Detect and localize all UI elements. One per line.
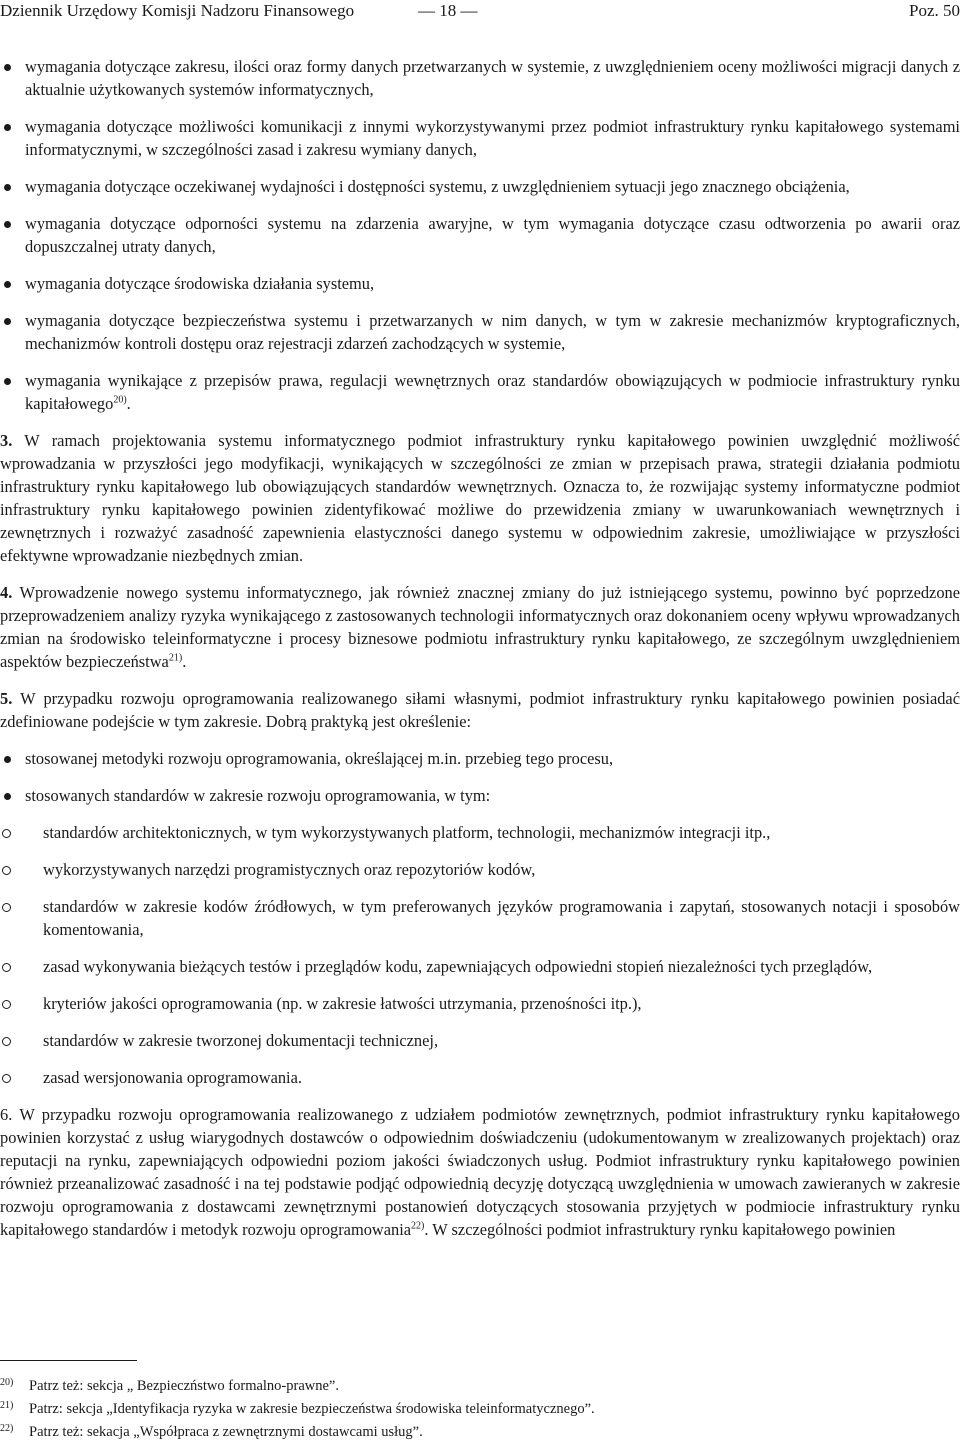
footnote: 20) Patrz też: sekcja „ Bezpieczństwo formalno-prawne”.: [0, 1376, 960, 1399]
sub-list-item: kryteriów jakości oprogramowania (np. w zakresie łatwości utrzymania, przenośności itp.),: [0, 992, 960, 1015]
bullet-icon: [4, 221, 11, 228]
footnotes: [0, 1376, 960, 1445]
sub-list-item: zasad wersjonowania oprogramowania.: [0, 1066, 960, 1089]
circle-bullet-icon: [2, 866, 11, 875]
document-body: [0, 55, 960, 1241]
footnote-ref[interactable]: 21): [168, 652, 183, 664]
footnote-number: 20): [0, 1377, 14, 1388]
paragraph-number: 4.: [0, 583, 13, 602]
circle-bullet-icon: [2, 1000, 11, 1009]
circle-bullet-icon: [2, 1037, 11, 1046]
list-item: stosowanej metodyki rozwoju oprogramowania, określającej m.in. przebieg tego procesu,: [0, 747, 960, 770]
list-item: wymagania dotyczące możliwości komunikacji z innymi wykorzystywanymi przez podmiot infrastruktury rynku kapitałowego systemami informatycznymi, w szczególności zasad i zakresu wymiany danych,: [0, 115, 960, 161]
paragraph-number: 5.: [0, 689, 13, 708]
circle-bullet-icon: [2, 903, 11, 912]
list-item: wymagania dotyczące środowiska działania systemu,: [0, 272, 960, 295]
position-number: Poz. 50: [909, 1, 960, 20]
footnote-ref[interactable]: 20): [113, 394, 127, 406]
bullet-icon: [4, 64, 11, 71]
list-item: wymagania dotyczące oczekiwanej wydajności i dostępności systemu, z uwzględnieniem sytuacji jego znacznego obciążenia,: [0, 175, 960, 198]
list-item: wymagania dotyczące bezpieczeństwa systemu i przetwarzanych w nim danych, w tym w zakresie mechanizmów kryptograficznych, mechanizmów kontroli dostępu oraz rejestracji zdarzeń zachodzących w systemie,: [0, 309, 960, 355]
paragraph-3: 3. W ramach projektowania systemu informatycznego podmiot infrastruktury rynku kapitałowego powinien uwzględnić możliwość wprowadzania w przyszłości jego modyfikacji, wynikających w szczególności ze zmian w przepisach prawa, strategii działania podmiotu infrastruktury rynku kapitałowego lub obowiązujących standardów wewnętrznych. Oznacza to, że rozwijając systemy informatyczne podmiot infrastruktury rynku kapitałowego powinien zidentyfikować możliwe do przewidzenia zmiany w uwarunkowaniach wewnętrznych i zewnętrznych i rozważyć zasadność zapewnienia elastyczności danego systemu w odpowiednim zakresie, umożliwiające w przyszłości efektywne wprowadzanie niezbędnych zmian.: [0, 431, 960, 565]
circle-bullet-icon: [2, 1074, 11, 1083]
footnote-number: 22): [0, 1423, 14, 1434]
list-item: stosowanych standardów w zakresie rozwoju oprogramowania, w tym:: [0, 784, 960, 807]
paragraph-4: 4. Wprowadzenie nowego systemu informatycznego, jak również znacznej zmiany do już istniejącego systemu, powinno być poprzedzone przeprowadzeniem analizy ryzyka wynikającego z zastosowanych technologii informatycznych oraz dokonaniem oceny wpływu wprowadzanych zmian na środowisko teleinformatyczne i procesy biznesowe podmiotu infrastruktury rynku kapitałowego, ze szczególnym uwzględnieniem aspektów bezpieczeństwa$^{21)}$.: [0, 583, 960, 671]
bullet-icon: [4, 184, 11, 191]
sub-list-item: standardów w zakresie tworzonej dokumentacji technicznej,: [0, 1029, 960, 1052]
sub-list-item: wykorzystywanych narzędzi programistycznych oraz repozytoriów kodów,: [0, 858, 960, 881]
bullet-icon: [4, 756, 11, 763]
sub-list-item: zasad wykonywania bieżących testów i przeglądów kodu, zapewniających odpowiedni stopień niezależności tych przeglądów,: [0, 955, 960, 978]
bullet-icon: [4, 281, 11, 288]
list-item: wymagania dotyczące zakresu, ilości oraz formy danych przetwarzanych w systemie, z uwzględnieniem oceny możliwości migracji danych z aktualnie użytkowanych systemów informatycznych,: [0, 55, 960, 101]
bullet-icon: [4, 793, 11, 800]
paragraph-5: 5. W przypadku rozwoju oprogramowania realizowanego siłami własnymi, podmiot infrastruktury rynku kapitałowego powinien posiadać zdefiniowane podejście w tym zakresie. Dobrą praktyką jest określenie:: [0, 689, 960, 731]
page-number: — 18 —: [418, 1, 478, 20]
circle-bullet-icon: [2, 829, 11, 838]
footnote: 22) Patrz też: sekacja „Współpraca z zewnętrznymi dostawcami usług”.: [0, 1422, 960, 1445]
bullet-icon: [4, 378, 11, 385]
paragraph-6: 6. W przypadku rozwoju oprogramowania realizowanego z udziałem podmiotów zewnętrznych, podmiot infrastruktury rynku kapitałowego powinien korzystać z usług wiarygodnych dostawców o odpowiednim doświadczeniu (udokumentowanym w zrealizowanych projektach) oraz reputacji na rynku, zapewniających odpowiedni poziom jakości świadczonych usług. Podmiot infrastruktury rynku kapitałowego powinien również przeanalizować zasadność i na tej podstawie podjąć odpowiednią decyzję dotyczącą uwzględnienia w umowach zawieranych w zakresie rozwoju oprogramowania z dostawcami zewnętrznymi postanowień dotyczących stosowania przyjętych w podmiocie infrastruktury rynku kapitałowego standardów i metodyk rozwoju oprogramowania$^{22)}$. W szczególności podmiot infrastruktury rynku kapitałowego powinien: [0, 1105, 960, 1239]
bullet-icon: [4, 318, 11, 325]
bullet-icon: [4, 124, 11, 131]
paragraph-number: 3.: [0, 431, 13, 450]
footnote: 21) Patrz: sekcja „Identyfikacja ryzyka w zakresie bezpieczeństwa środowiska teleinformatycznego”.: [0, 1399, 960, 1422]
sub-list-item: standardów architektonicznych, w tym wykorzystywanych platform, technologii, mechanizmów integracji itp.,: [0, 821, 960, 844]
footnote-number: 21): [0, 1400, 14, 1411]
list-item: wymagania dotyczące odporności systemu na zdarzenia awaryjne, w tym wymagania dotyczące czasu odtworzenia po awarii oraz dopuszczalnej utraty danych,: [0, 212, 960, 258]
circle-bullet-icon: [2, 963, 11, 972]
footnote-divider: [0, 1360, 137, 1361]
sub-list-item: standardów w zakresie kodów źródłowych, w tym preferowanych języków programowania i zapytań, stosowanych notacji i sposobów komentowania,: [0, 895, 960, 941]
list-item: wymagania wynikające z przepisów prawa, regulacji wewnętrznych oraz standardów obowiązujących w podmiocie infrastruktury rynku kapitałowego$^{20)}$.: [0, 369, 960, 415]
page-header: [0, 0, 960, 26]
paragraph-number: 6.: [0, 1105, 13, 1124]
footnote-ref[interactable]: 22): [411, 1220, 425, 1232]
journal-title: Dziennik Urzędowy Komisji Nadzoru Finansowego: [0, 1, 355, 20]
